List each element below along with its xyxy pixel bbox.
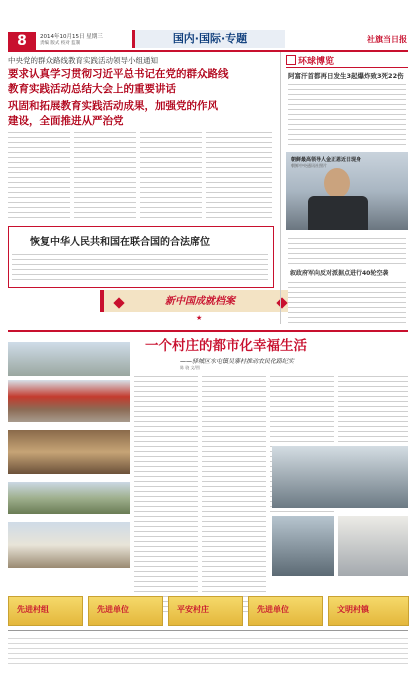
photo-villager-portrait bbox=[338, 516, 408, 576]
world-headline-1: 阿富汗首都再日发生3起爆炸致3死22伤 bbox=[288, 72, 404, 80]
photo-village-street bbox=[8, 380, 130, 422]
world-body bbox=[288, 80, 406, 148]
lead-body-column bbox=[8, 128, 70, 222]
plaque: 平安村庄 bbox=[168, 596, 243, 626]
feature-body-column bbox=[338, 372, 408, 442]
lead-body-column bbox=[74, 128, 136, 222]
feature-byline: 陈 骁 文/图 bbox=[180, 365, 200, 370]
photo-village-houses bbox=[8, 522, 130, 568]
lead-body-column bbox=[140, 128, 202, 222]
section-title: 国内·国际·专题 bbox=[132, 30, 285, 48]
feature-rule bbox=[8, 330, 408, 332]
plaque: 文明村镇 bbox=[328, 596, 409, 626]
feature-subtitle: ——驿城区水屯镇吴寨村推动农民化路纪实 bbox=[180, 358, 295, 365]
world-body-3 bbox=[288, 278, 406, 324]
square-icon bbox=[286, 55, 296, 65]
issue-date: 2014年10月15日 星期三 bbox=[40, 34, 103, 40]
plaque: 先进单位 bbox=[248, 596, 323, 626]
plaque: 先进单位 bbox=[88, 596, 163, 626]
lead-headline-line-1: 要求认真学习贯彻习近平总书记在党的群众路线 bbox=[8, 68, 229, 80]
world-section-label: 环球博览 bbox=[298, 57, 335, 67]
history-banner-title: 新中国成就档案 bbox=[165, 296, 235, 307]
newspaper-name: 社旗当日报 bbox=[367, 34, 407, 44]
feature-body-column bbox=[134, 372, 198, 612]
lead-kicker: 中央党的群众路线教育实践活动领导小组通知 bbox=[8, 56, 158, 65]
world-body-2 bbox=[288, 234, 406, 264]
photo-caption-title: 朝鲜最高领导人金正恩近日现身 bbox=[291, 157, 362, 163]
staff-credits: 责编 版式 校对 监制 bbox=[40, 41, 81, 46]
un-story-body bbox=[12, 250, 268, 284]
feature-headline: 一个村庄的都市化幸福生活 bbox=[145, 338, 307, 354]
lead-headline-line-2: 教育实践活动总结大会上的重要讲话 bbox=[8, 83, 176, 95]
photo-village-fields bbox=[8, 482, 130, 514]
footer-text bbox=[8, 634, 408, 664]
un-story-title: 恢复中华人民共和国在联合国的合法席位 bbox=[30, 237, 210, 248]
page-number: 8 bbox=[8, 32, 36, 50]
lead-headline-line-4: 建设，全面推进从严治党 bbox=[8, 115, 124, 127]
header-rule bbox=[8, 50, 408, 52]
photo-workshop-right bbox=[272, 516, 334, 576]
star-icon: ★ bbox=[196, 314, 203, 322]
photo-village-workshop bbox=[8, 430, 130, 474]
plaque: 先进村组 bbox=[8, 596, 83, 626]
photo-village-market bbox=[8, 342, 130, 376]
world-headline-2: 叙政府军向反对派据点进行40轮空袭 bbox=[290, 270, 389, 277]
column-divider bbox=[280, 52, 281, 324]
feature-body-column bbox=[202, 372, 266, 612]
lead-body-column bbox=[206, 128, 272, 222]
photo-officials-visit bbox=[272, 446, 408, 508]
lead-headline-line-3: 巩固和拓展教育实践活动成果，加强党的作风 bbox=[8, 100, 218, 112]
world-rule bbox=[286, 67, 408, 68]
photo-caption-sub: 朝鲜中央通讯社照片 bbox=[291, 163, 327, 168]
footer-rule bbox=[8, 630, 408, 631]
